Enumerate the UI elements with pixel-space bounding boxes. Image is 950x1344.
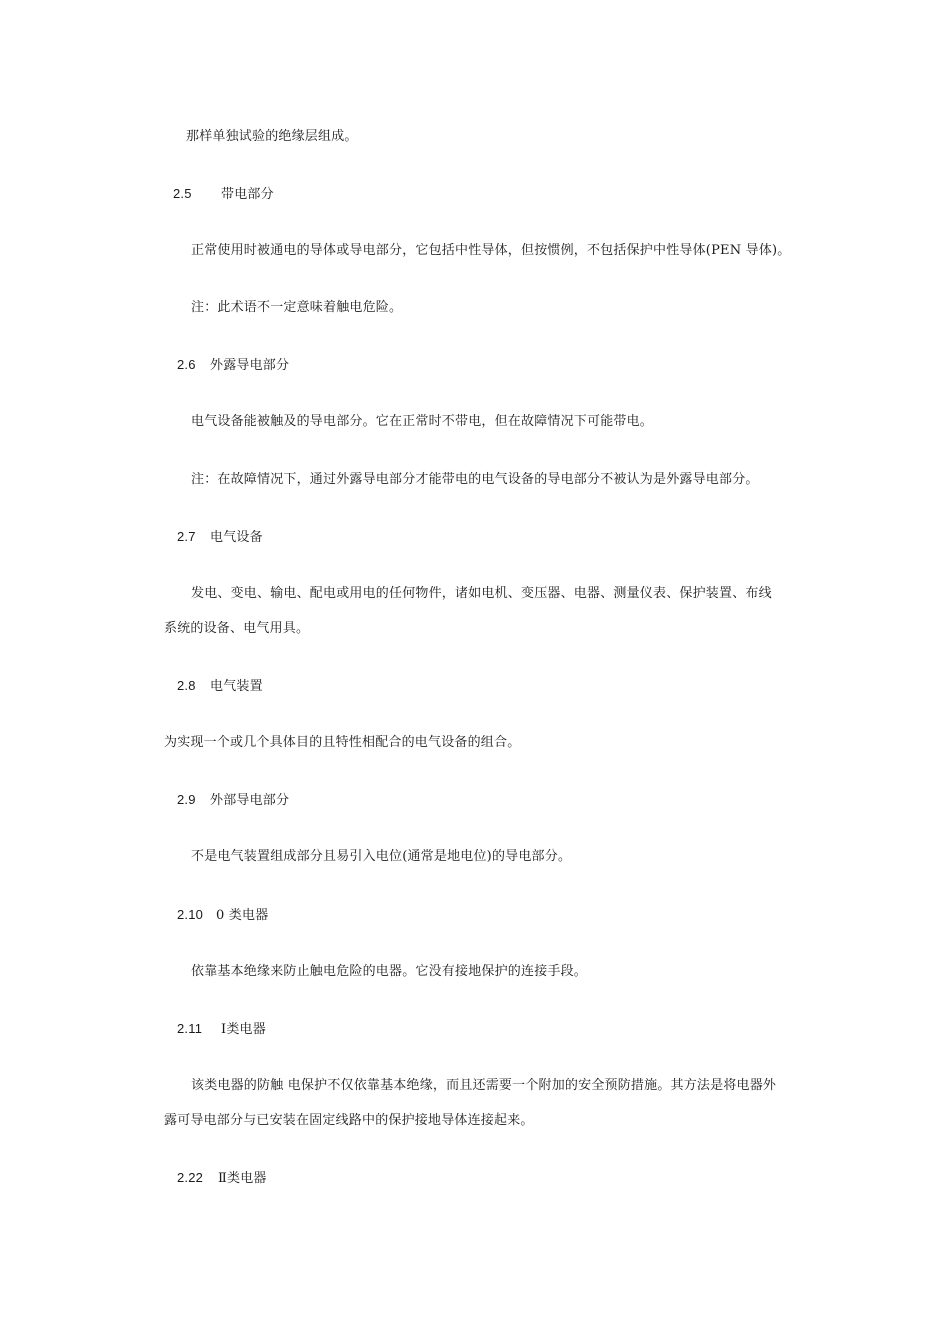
section-title: 外部导电部分 [210,793,290,808]
paragraph-2-7-line-2: 系统的设备、电气用具。 [164,621,310,636]
section-number: 2.8 [177,678,196,693]
paragraph-2-10: 依靠基本绝缘来防止触电危险的电器。它没有接地保护的连接手段。 [191,964,588,979]
section-title: 0 类电器 [216,908,269,923]
section-heading-2-10 [177,907,268,924]
section-title: 电气设备 [210,530,263,545]
section-heading-2-7 [177,529,263,546]
paragraph-2-7-line-1: 发电、变电、输电、配电或用电的任何物件，诸如电机、变压器、电器、测量仪表、保护装置、布线 [191,586,772,601]
section-number: 2.5 [173,186,192,201]
section-number: 2.6 [177,357,196,372]
section-title: Ⅰ类电器 [221,1022,266,1037]
paragraph-2-8: 为实现一个或几个具体目的且特性相配合的电气设备的组合。 [164,735,521,750]
section-heading-2-11 [177,1021,266,1038]
section-title: 外露导电部分 [210,358,290,373]
paragraph-2-6: 电气设备能被触及的导电部分。它在正常时不带电，但在故障情况下可能带电。 [191,414,654,429]
section-title: 带电部分 [221,187,274,202]
section-heading-2-6 [177,357,289,374]
section-heading-2-8 [177,678,263,695]
section-title: 电气装置 [210,679,263,694]
section-number: 2.10 [177,907,204,922]
paragraph-2-9: 不是电气装置组成部分且易引入电位(通常是地电位)的导电部分。 [191,849,572,864]
section-number: 2.7 [177,529,196,544]
paragraph-2-11-line-2: 露可导电部分与已安装在固定线路中的保护接地导体连接起来。 [164,1113,534,1128]
section-heading-2-9 [177,792,289,809]
section-number: 2.22 [177,1170,204,1185]
note-2-6: 注：在故障情况下，通过外露导电部分才能带电的电气设备的导电部分不被认为是外露导电部分。 [191,472,759,487]
section-number: 2.11 [177,1021,203,1036]
paragraph-2-11-line-1: 该类电器的防触 电保护不仅依靠基本绝缘，而且还需要一个附加的安全预防措施。其方法是将电器外 [191,1078,777,1093]
section-heading-2-5 [173,186,274,203]
note-2-5: 注：此术语不一定意味着触电危险。 [191,300,403,315]
paragraph-continued: 那样单独试验的绝缘层组成。 [186,129,358,144]
paragraph-2-5: 正常使用时被通电的导体或导电部分，它包括中性导体，但按惯例，不包括保护中性导体(PEN 导体)。 [191,243,791,258]
section-title: Ⅱ类电器 [218,1171,267,1186]
section-heading-2-22 [177,1170,267,1187]
section-number: 2.9 [177,792,196,807]
